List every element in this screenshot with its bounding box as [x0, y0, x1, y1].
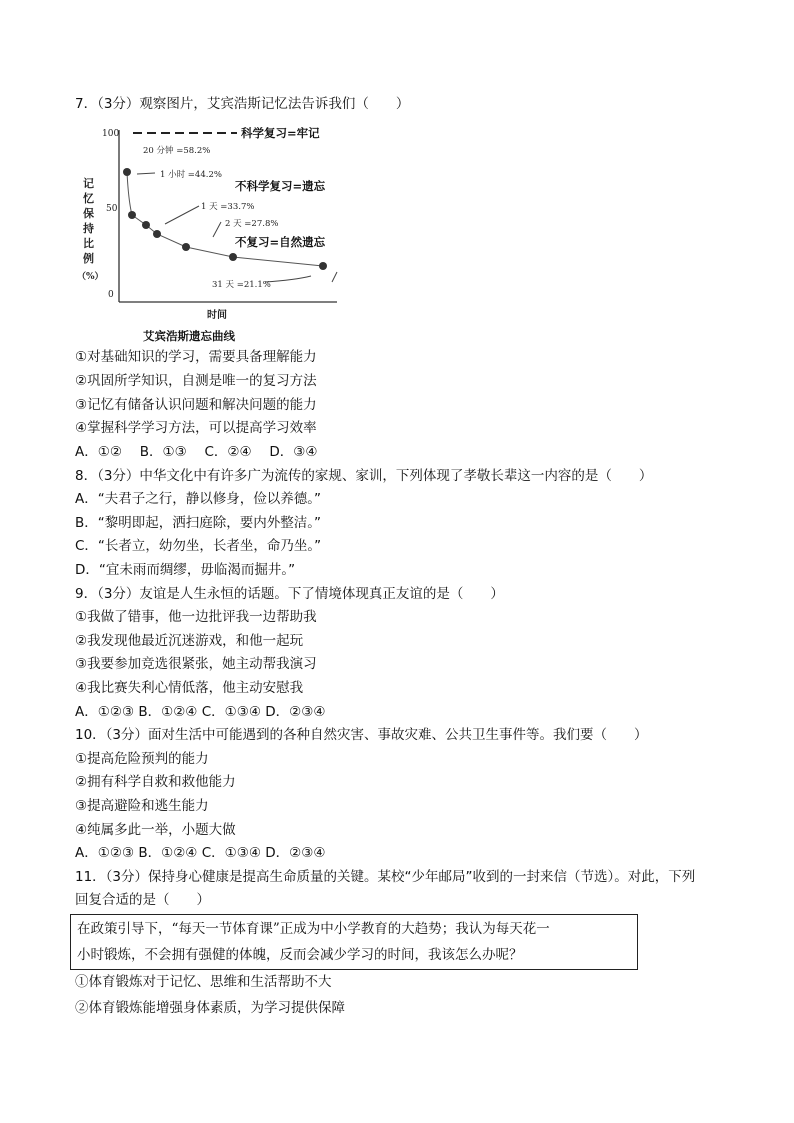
point-1h [128, 211, 136, 219]
y-label-char: 例 [83, 252, 94, 265]
q11-stem-line2: 回复合适的是（ ） [75, 892, 210, 908]
q7-option-3: ③记忆有储备认识问题和解决问题的能力 [75, 397, 317, 413]
forgetting-curve-figure [75, 122, 365, 350]
annotation-1h: 1 小时 =44.2% [160, 170, 222, 180]
q7-option-2: ②巩固所学知识，自测是唯一的复习方法 [75, 373, 317, 389]
legend-no-review: 不复习=自然遗忘 [235, 235, 326, 249]
annotation-1d: 1 天 =33.7% [201, 202, 255, 212]
x-axis-label: 时间 [207, 310, 227, 321]
q10-option-3: ③提高避险和逃生能力 [75, 798, 209, 814]
point-20min [123, 168, 131, 176]
annotation-20min: 20 分钟 =58.2% [143, 146, 211, 156]
q9-answers: A．①②③ B．①②④ C．①③④ D．②③④ [75, 704, 326, 720]
y-label-char: 记 [83, 177, 94, 190]
tick-0: 0 [108, 290, 114, 300]
q11-option-2: ②体育锻炼能增强身体素质，为学习提供保障 [75, 1000, 345, 1016]
q7-stem: 7．（3分）观察图片，艾宾浩斯记忆法告诉我们（ ） [75, 96, 410, 112]
q11-option-1: ①体育锻炼对于记忆、思维和生活帮助不大 [75, 974, 332, 990]
tick-100: 100 [102, 129, 120, 139]
q7-option-4: ④掌握科学学习方法，可以提高学习效率 [75, 420, 317, 436]
q10-option-4: ④纯属多此一举，小题大做 [75, 822, 236, 838]
q9-option-4: ④我比赛失利心情低落，他主动安慰我 [75, 680, 304, 696]
letter-line-1: 在政策引导下，“每天一节体育课”正成为中小学教育的大趋势；我认为每天花一 [77, 921, 550, 937]
q10-option-2: ②拥有科学自救和救他能力 [75, 774, 236, 790]
annotation-31d: 31 天 =21.1% [212, 280, 271, 290]
point-9h [142, 221, 150, 229]
q11-stem-line1: 11．（3分）保持身心健康是提高生命质量的关键。某校“少年邮局”收到的一封来信（节选）。对此，下列 [75, 869, 696, 885]
letter-line-2: 小时锻炼，不会拥有强健的体魄，反而会减少学习的时间，我该怎么办呢？ [77, 947, 523, 963]
q10-stem: 10．（3分）面对生活中可能遇到的各种自然灾害、事故灾难、公共卫生事件等。我们要（ ） [75, 727, 648, 743]
q8-option-d: D．“宜未雨而绸缪，毋临渴而掘井。” [75, 562, 296, 578]
q8-option-b: B．“黎明即起，洒扫庭除，要内外整洁。” [75, 515, 321, 531]
legend-unscientific: 不科学复习=遗忘 [235, 179, 326, 193]
q9-option-3: ③我要参加竞选很紧张，她主动帮我演习 [75, 656, 317, 672]
figure-caption: 艾宾浩斯遗忘曲线 [143, 329, 235, 343]
y-label-char: 保 [83, 207, 94, 220]
q9-option-2: ②我发现他最近沉迷游戏，和他一起玩 [75, 633, 304, 649]
q7-answers: A．①② B．①③ C．②④ D．③④ [75, 444, 318, 460]
point-31d [319, 262, 327, 270]
y-label-char: 持 [83, 222, 94, 235]
q10-option-1: ①提高危险预判的能力 [75, 751, 209, 767]
point-6d [229, 253, 237, 261]
letter-excerpt-box [70, 914, 638, 970]
legend-scientific: 科学复习=牢记 [241, 126, 320, 140]
tick-50: 50 [106, 204, 118, 214]
annotation-2d: 2 天 =27.8% [225, 219, 279, 229]
q9-option-1: ①我做了错事，他一边批评我一边帮助我 [75, 609, 317, 625]
point-2d [182, 243, 190, 251]
y-unit: （%） [77, 272, 104, 282]
point-1d [153, 230, 161, 238]
q7-option-1: ①对基础知识的学习，需要具备理解能力 [75, 349, 317, 365]
y-label-char: 比 [83, 237, 94, 250]
q8-option-a: A．“夫君子之行，静以修身，俭以养德。” [75, 491, 321, 507]
q9-stem: 9．（3分）友谊是人生永恒的话题。下了情境体现真正友谊的是（ ） [75, 586, 504, 602]
y-label-char: 忆 [83, 192, 94, 205]
q8-stem: 8．（3分）中华文化中有许多广为流传的家规、家训，下列体现了孝敬长辈这一内容的是（ ） [75, 468, 653, 484]
q10-answers: A．①②③ B．①②④ C．①③④ D．②③④ [75, 845, 326, 861]
forgetting-curve-svg [75, 122, 365, 350]
q8-option-c: C．“长者立，幼勿坐，长者坐，命乃坐。” [75, 538, 322, 554]
